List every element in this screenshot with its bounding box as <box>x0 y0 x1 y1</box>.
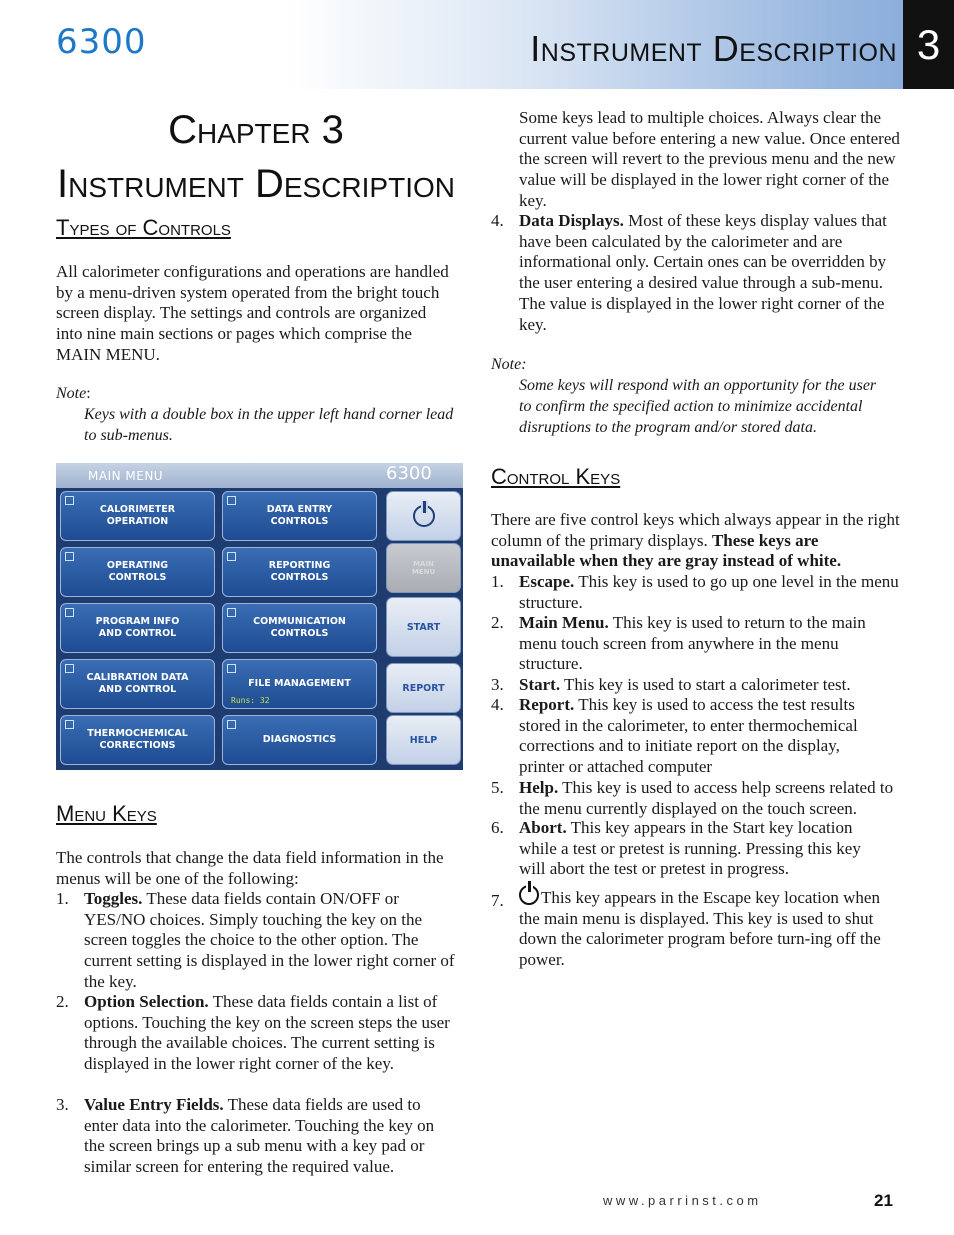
model-number: 6300 <box>56 22 147 62</box>
chapter-title-line2: Instrument Description <box>56 162 455 206</box>
key-calorimeter-operation: CALORIMETER OPERATION <box>60 491 215 541</box>
key-data-entry-controls: DATA ENTRY CONTROLS <box>222 491 377 541</box>
types-intro-paragraph: All calorimeter configurations and operations are handled by a menu-driven system operated from the bright touch screen display. The settings and controls are organized into nine main sections or pages which comprise the MAIN MENU. <box>56 262 449 364</box>
screen-title: MAIN MENU <box>88 469 164 483</box>
key-main-menu: MAIN MENU <box>386 543 461 593</box>
key-help: HELP <box>386 715 461 765</box>
section-heading-control-keys: Control Keys <box>491 464 621 489</box>
key-reporting-controls: REPORTING CONTROLS <box>222 547 377 597</box>
key-file-management: FILE MANAGEMENT Runs: 32 <box>222 659 377 709</box>
screen-model: 6300 <box>386 463 432 484</box>
page-header <box>0 0 954 89</box>
menu-keys-continued: Some keys lead to multiple choices. Always clear the current value before entering a new value. Once entered the screen will revert to the previous menu and the new value will be displayed in the lower right corner of the key. <box>519 108 900 210</box>
key-power <box>386 491 461 541</box>
key-thermochemical-corrections: THERMOCHEMICAL CORRECTIONS <box>60 715 215 765</box>
power-icon <box>519 885 539 905</box>
section-heading-menu-keys: Menu Keys <box>56 801 157 826</box>
menu-keys-intro: The controls that change the data field information in the menus will be one of the following: <box>56 848 444 888</box>
note-label-2: Note: <box>491 356 527 373</box>
key-calibration-data: CALIBRATION DATA AND CONTROL <box>60 659 215 709</box>
note-text-2: Some keys will respond with an opportunity for the user to confirm the specified action to minimize accidental disruptions to the program and/or stored data. <box>519 377 877 436</box>
header-title: Instrument Description <box>530 28 897 69</box>
power-icon <box>413 505 435 527</box>
key-communication-controls: COMMUNICATION CONTROLS <box>222 603 377 653</box>
key-start: START <box>386 597 461 657</box>
note-text: Keys with a double box in the upper left hand corner lead to sub-menus. <box>84 406 454 444</box>
page-number: 21 <box>874 1191 893 1210</box>
key-report: REPORT <box>386 663 461 713</box>
note-label: Note: <box>56 385 91 402</box>
screen-title-bar <box>56 463 463 488</box>
chapter-number-tab: 3 <box>903 0 954 89</box>
key-program-info: PROGRAM INFO AND CONTROL <box>60 603 215 653</box>
chapter-title-line1: Chapter 3 <box>168 108 344 152</box>
runs-count: Runs: 32 <box>231 696 270 705</box>
section-heading-types-of-controls: Types of Controls <box>56 215 231 240</box>
key-diagnostics: DIAGNOSTICS <box>222 715 377 765</box>
main-menu-screenshot <box>56 463 463 770</box>
footer-url: www.parrinst.com <box>603 1193 762 1208</box>
control-keys-intro: There are five control keys which always appear in the right column of the primary displays. These keys are unavailable when they are gray instead of white. <box>491 510 900 571</box>
key-operating-controls: OPERATING CONTROLS <box>60 547 215 597</box>
